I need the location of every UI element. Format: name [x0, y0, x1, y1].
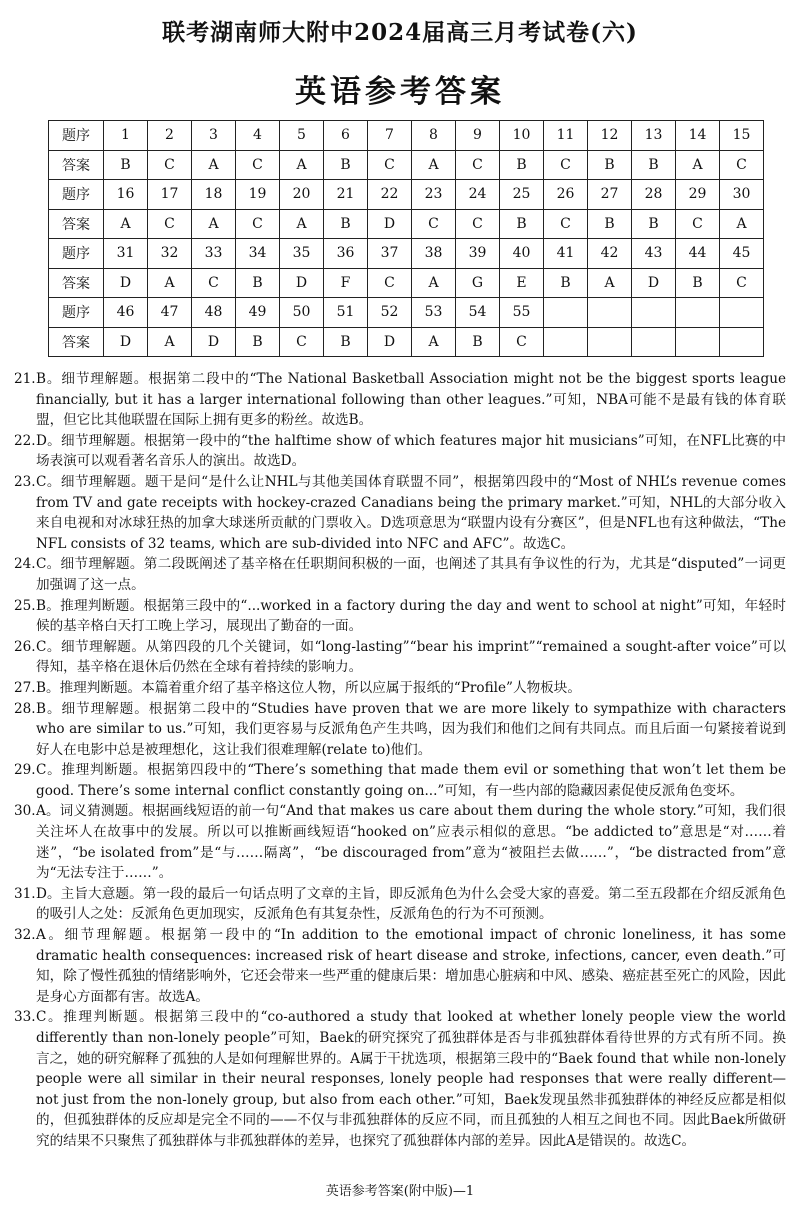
question-number-cell: 35 — [280, 239, 324, 269]
row-label: 题序 — [49, 121, 104, 151]
explanation-item — [14, 884, 786, 925]
question-number-cell: 16 — [104, 180, 148, 210]
explanation-text: A。词义猜测题。根据画线短语的前一句“And that makes us care about them during the whole story.”可知，我们很关注坏人在故事中的发展。所以可以推断画线短语“hooked on”应表示相似的意思。“be addicted to”意思是“对……着迷”，“be isolated from”是“与……隔离”，“be discouraged from”意为“被阻拦去做……”，“be distracted from”意为“无法专注于……”。 — [36, 803, 786, 882]
question-number-cell — [588, 298, 632, 328]
question-number: 29. — [14, 762, 36, 779]
answer-cell: D — [192, 327, 236, 357]
explanation-item — [14, 596, 786, 637]
answer-cell: C — [456, 209, 500, 239]
explanation-text: B。推理判断题。根据第三段中的“...worked in a factory during the day and went to school at night”可知，年轻时候的基辛格白天打工晚上学习，展现出了勤奋的一面。 — [36, 597, 786, 635]
question-number-cell: 3 — [192, 121, 236, 151]
question-number-cell: 46 — [104, 298, 148, 328]
answer-cell: C — [720, 150, 764, 180]
answer-cell: C — [412, 209, 456, 239]
answer-cell: C — [192, 268, 236, 298]
question-number: 26. — [14, 638, 36, 655]
answer-cell: B — [632, 150, 676, 180]
question-number-cell: 50 — [280, 298, 324, 328]
answer-cell: B — [456, 327, 500, 357]
answer-cell: C — [368, 150, 412, 180]
question-number-cell: 44 — [676, 239, 720, 269]
answer-row — [49, 209, 764, 239]
answer-cell: B — [588, 150, 632, 180]
explanation-text: C。细节理解题。第二段既阐述了基辛格在任职期间积极的一面，也阐述了其具有争议性的行为，尤其是“disputed”一词更加强调了这一点。 — [36, 556, 786, 593]
answer-cell: A — [412, 150, 456, 180]
question-number-row — [49, 180, 764, 210]
question-number-cell: 15 — [720, 121, 764, 151]
explanation-text: C。细节理解题。题干是问“是什么让NHL与其他美国体育联盟不同”，根据第四段中的“Most of NHL’s revenue comes from TV and gate receipts with hockey-crazed Canadians being the primary market.”可知，NHL的大部分收入来自电视和对冰球狂热的加拿大球迷所贡献的门票收入。D选项意思为“联盟内设有分赛区”，但是NFL也有这种做法，“The NFL consists of 32 teams, which are sub-divided into NFC and AFC”。故选C。 — [36, 473, 786, 552]
question-number-cell: 51 — [324, 298, 368, 328]
question-number-cell: 30 — [720, 180, 764, 210]
question-number: 21. — [14, 371, 36, 387]
answer-cell: B — [236, 327, 280, 357]
question-number-cell: 20 — [280, 180, 324, 210]
answer-cell: D — [368, 327, 412, 357]
question-number-cell: 38 — [412, 239, 456, 269]
answer-cell — [544, 327, 588, 357]
answer-cell: G — [456, 268, 500, 298]
answer-cell — [720, 327, 764, 357]
explanation-list — [14, 369, 786, 1152]
question-number-cell: 29 — [676, 180, 720, 210]
question-number: 22. — [14, 432, 36, 449]
row-label: 答案 — [49, 209, 104, 239]
question-number-cell: 19 — [236, 180, 280, 210]
explanation-text: C。细节理解题。从第四段的几个关键词，如“long-lasting”“bear his imprint”“remained a sought-after voice”可以得知，基辛格在退休后仍然在全球有着持续的影响力。 — [36, 638, 786, 676]
page-footer: 英语参考答案(附中版)—1 — [325, 1184, 475, 1199]
question-number-cell: 33 — [192, 239, 236, 269]
question-number-cell: 28 — [632, 180, 676, 210]
explanation-text: A。细节理解题。根据第一段中的“In addition to the emotional impact of chronic loneliness, it has some dramatic health consequences: increased risk of heart disease and stroke, infections, cancer, even death.”可知，除了慢性孤独的情绪影响外，它还会带来一些严重的健康后果：增加患心脏病和中风、感染、癌症甚至死亡的风险，因此是身心方面都有害。故选A。 — [36, 927, 786, 1005]
answer-cell: D — [280, 268, 324, 298]
answer-cell — [588, 327, 632, 357]
answer-cell: C — [544, 150, 588, 180]
question-number-cell: 14 — [676, 121, 720, 151]
question-number-cell: 25 — [500, 180, 544, 210]
row-label: 答案 — [49, 268, 104, 298]
answer-cell: C — [676, 209, 720, 239]
question-number-cell: 23 — [412, 180, 456, 210]
explanation-item — [14, 925, 786, 1007]
explanation-text: B。细节理解题。根据第二段中的“Studies have proven that we are more likely to sympathize with characters who are similar to us.”可知，我们更容易与反派角色产生共鸣，因为我们和他们之间有共同点。而且后面一句紧接着说到好人在电影中总是被理想化，这让我们很难理解(relate to)他们。 — [36, 700, 786, 758]
question-number-cell: 4 — [236, 121, 280, 151]
answer-row — [49, 327, 764, 357]
question-number-cell: 42 — [588, 239, 632, 269]
answer-cell: C — [456, 150, 500, 180]
row-label: 题序 — [49, 180, 104, 210]
question-number-cell: 6 — [324, 121, 368, 151]
question-number-cell: 12 — [588, 121, 632, 151]
question-number-cell: 8 — [412, 121, 456, 151]
question-number-cell: 41 — [544, 239, 588, 269]
question-number-cell: 39 — [456, 239, 500, 269]
question-number-cell: 40 — [500, 239, 544, 269]
explanation-text: B。推理判断题。本篇着重介绍了基辛格这位人物，所以应属于报纸的“Profile”人物板块。 — [36, 679, 581, 696]
answer-cell: A — [412, 268, 456, 298]
row-label: 答案 — [49, 150, 104, 180]
answer-cell: D — [368, 209, 412, 239]
answer-row — [49, 150, 764, 180]
row-label: 题序 — [49, 298, 104, 328]
question-number-cell: 17 — [148, 180, 192, 210]
question-number-cell — [676, 298, 720, 328]
question-number-cell: 26 — [544, 180, 588, 210]
answer-cell: B — [676, 268, 720, 298]
answer-cell: A — [412, 327, 456, 357]
question-number-cell: 37 — [368, 239, 412, 269]
answer-cell: C — [148, 150, 192, 180]
question-number-cell — [720, 298, 764, 328]
question-number-cell: 34 — [236, 239, 280, 269]
explanation-item — [14, 472, 786, 554]
answer-cell: C — [236, 150, 280, 180]
question-number-cell — [544, 298, 588, 328]
question-number: 32. — [14, 927, 36, 944]
question-number-cell: 54 — [456, 298, 500, 328]
explanation-text: C。推理判断题。根据第四段中的“There’s something that made them evil or something that won’t let them be good. There’s some internal conflict constantly going on...”可知，有一些内部的隐藏因素促使反派角色变坏。 — [36, 762, 786, 799]
question-number: 23. — [14, 473, 36, 490]
answer-cell: B — [500, 150, 544, 180]
answer-cell — [676, 327, 720, 357]
question-number-cell: 10 — [500, 121, 544, 151]
explanation-item — [14, 801, 786, 883]
question-number: 24. — [14, 556, 36, 573]
question-number-cell: 21 — [324, 180, 368, 210]
answer-cell: B — [500, 209, 544, 239]
answer-cell: C — [544, 209, 588, 239]
explanation-item — [14, 637, 786, 678]
question-number-cell: 53 — [412, 298, 456, 328]
question-number-cell: 55 — [500, 298, 544, 328]
explanation-text: D。细节理解题。根据第一段中的“the halftime show of which features major hit musicians”可知，在NFL比赛的中场表演可以观看著名音乐人的演出。故选D。 — [36, 432, 786, 470]
row-label: 答案 — [49, 327, 104, 357]
answer-cell: B — [236, 268, 280, 298]
question-number-cell: 5 — [280, 121, 324, 151]
question-number-row — [49, 239, 764, 269]
answer-cell: A — [280, 209, 324, 239]
question-number-cell: 45 — [720, 239, 764, 269]
question-number-cell: 7 — [368, 121, 412, 151]
explanation-item — [14, 678, 786, 699]
explanation-text: B。细节理解题。根据第二段中的“The National Basketball Association might not be the biggest sports league financially, but it has a larger international following than other leagues.”可知，NBA可能不是最有钱的体育联盟，但它比其他联盟在国际上拥有更多的粉丝。故选B。 — [36, 371, 786, 429]
question-number-cell: 36 — [324, 239, 368, 269]
answer-row — [49, 268, 764, 298]
question-number-cell: 47 — [148, 298, 192, 328]
answer-cell: C — [368, 268, 412, 298]
page-title: 英语参考答案 — [295, 74, 505, 110]
row-label: 题序 — [49, 239, 104, 269]
explanation-item — [14, 699, 786, 761]
question-number-cell: 11 — [544, 121, 588, 151]
answer-cell: E — [500, 268, 544, 298]
question-number-cell — [632, 298, 676, 328]
answer-cell: A — [720, 209, 764, 239]
answer-cell: C — [148, 209, 192, 239]
answer-cell: C — [500, 327, 544, 357]
question-number-cell: 24 — [456, 180, 500, 210]
question-number-cell: 48 — [192, 298, 236, 328]
question-number-cell: 18 — [192, 180, 236, 210]
explanation-item — [14, 431, 786, 472]
answer-cell: A — [676, 150, 720, 180]
question-number-cell: 9 — [456, 121, 500, 151]
answer-cell: A — [192, 150, 236, 180]
question-number-cell: 52 — [368, 298, 412, 328]
answer-cell: D — [632, 268, 676, 298]
question-number-row — [49, 121, 764, 151]
explanation-item — [14, 369, 786, 431]
question-number-cell: 27 — [588, 180, 632, 210]
question-number-row — [49, 298, 764, 328]
answer-cell: B — [588, 209, 632, 239]
answer-cell: C — [236, 209, 280, 239]
question-number: 25. — [14, 597, 36, 614]
answer-cell: A — [148, 268, 192, 298]
answer-cell — [632, 327, 676, 357]
question-number: 30. — [14, 803, 36, 820]
answer-cell: D — [104, 268, 148, 298]
question-number-cell: 32 — [148, 239, 192, 269]
answer-cell: B — [324, 150, 368, 180]
answer-cell: F — [324, 268, 368, 298]
answer-cell: B — [632, 209, 676, 239]
exam-header: 联考湖南师大附中2024届高三月考试卷(六) — [162, 19, 638, 46]
answer-cell: A — [104, 209, 148, 239]
answer-cell: B — [324, 327, 368, 357]
explanation-text: C。推理判断题。根据第三段中的“co-authored a study that looked at whether lonely people view the world differently than non-lonely people”可知，Baek的研究探究了孤独群体是否与非孤独群体看待世界的方式有所不同。换言之，她的研究解释了孤独的人是如何理解世界的。A属于干扰选项，根据第三段中的“Baek found that while non-lonely people were all similar in their neural responses, lonely people had responses that were really different—not just from the non-lonely group, but also from each other.”可知，Baek发现虽然非孤独群体的神经反应都是相似的，但孤独群体的反应却是完全不同的——不仅与非孤独群体的反应不同，而且孤独的人相互之间也不同。因此Baek所做研究的结果不只聚焦了孤独群体与非孤独群体的差异，也探究了孤独群体内部的差异。因此A是错误的。故选C。 — [36, 1009, 786, 1149]
question-number: 27. — [14, 679, 36, 696]
question-number-cell: 22 — [368, 180, 412, 210]
question-number: 33. — [14, 1009, 36, 1026]
answer-cell: A — [588, 268, 632, 298]
question-number-cell: 31 — [104, 239, 148, 269]
question-number-cell: 1 — [104, 121, 148, 151]
answer-cell: B — [324, 209, 368, 239]
explanation-text: D。主旨大意题。第一段的最后一句话点明了文章的主旨，即反派角色为什么会受大家的喜爱。第二至五段都在介绍反派角色的吸引人之处：反派角色更加现实，反派角色有其复杂性，反派角色的行为不可预测。 — [36, 885, 786, 923]
answer-cell: A — [192, 209, 236, 239]
question-number-cell: 49 — [236, 298, 280, 328]
answer-cell: C — [280, 327, 324, 357]
answer-cell: B — [544, 268, 588, 298]
explanation-item — [14, 760, 786, 801]
answer-table — [48, 120, 764, 357]
answer-cell: C — [720, 268, 764, 298]
question-number: 31. — [14, 885, 36, 902]
answer-cell: A — [148, 327, 192, 357]
answer-cell: A — [280, 150, 324, 180]
question-number-cell: 2 — [148, 121, 192, 151]
question-number: 28. — [14, 700, 36, 717]
answer-cell: B — [104, 150, 148, 180]
explanation-item — [14, 554, 786, 595]
question-number-cell: 13 — [632, 121, 676, 151]
answer-cell: D — [104, 327, 148, 357]
question-number-cell: 43 — [632, 239, 676, 269]
explanation-item — [14, 1007, 786, 1151]
